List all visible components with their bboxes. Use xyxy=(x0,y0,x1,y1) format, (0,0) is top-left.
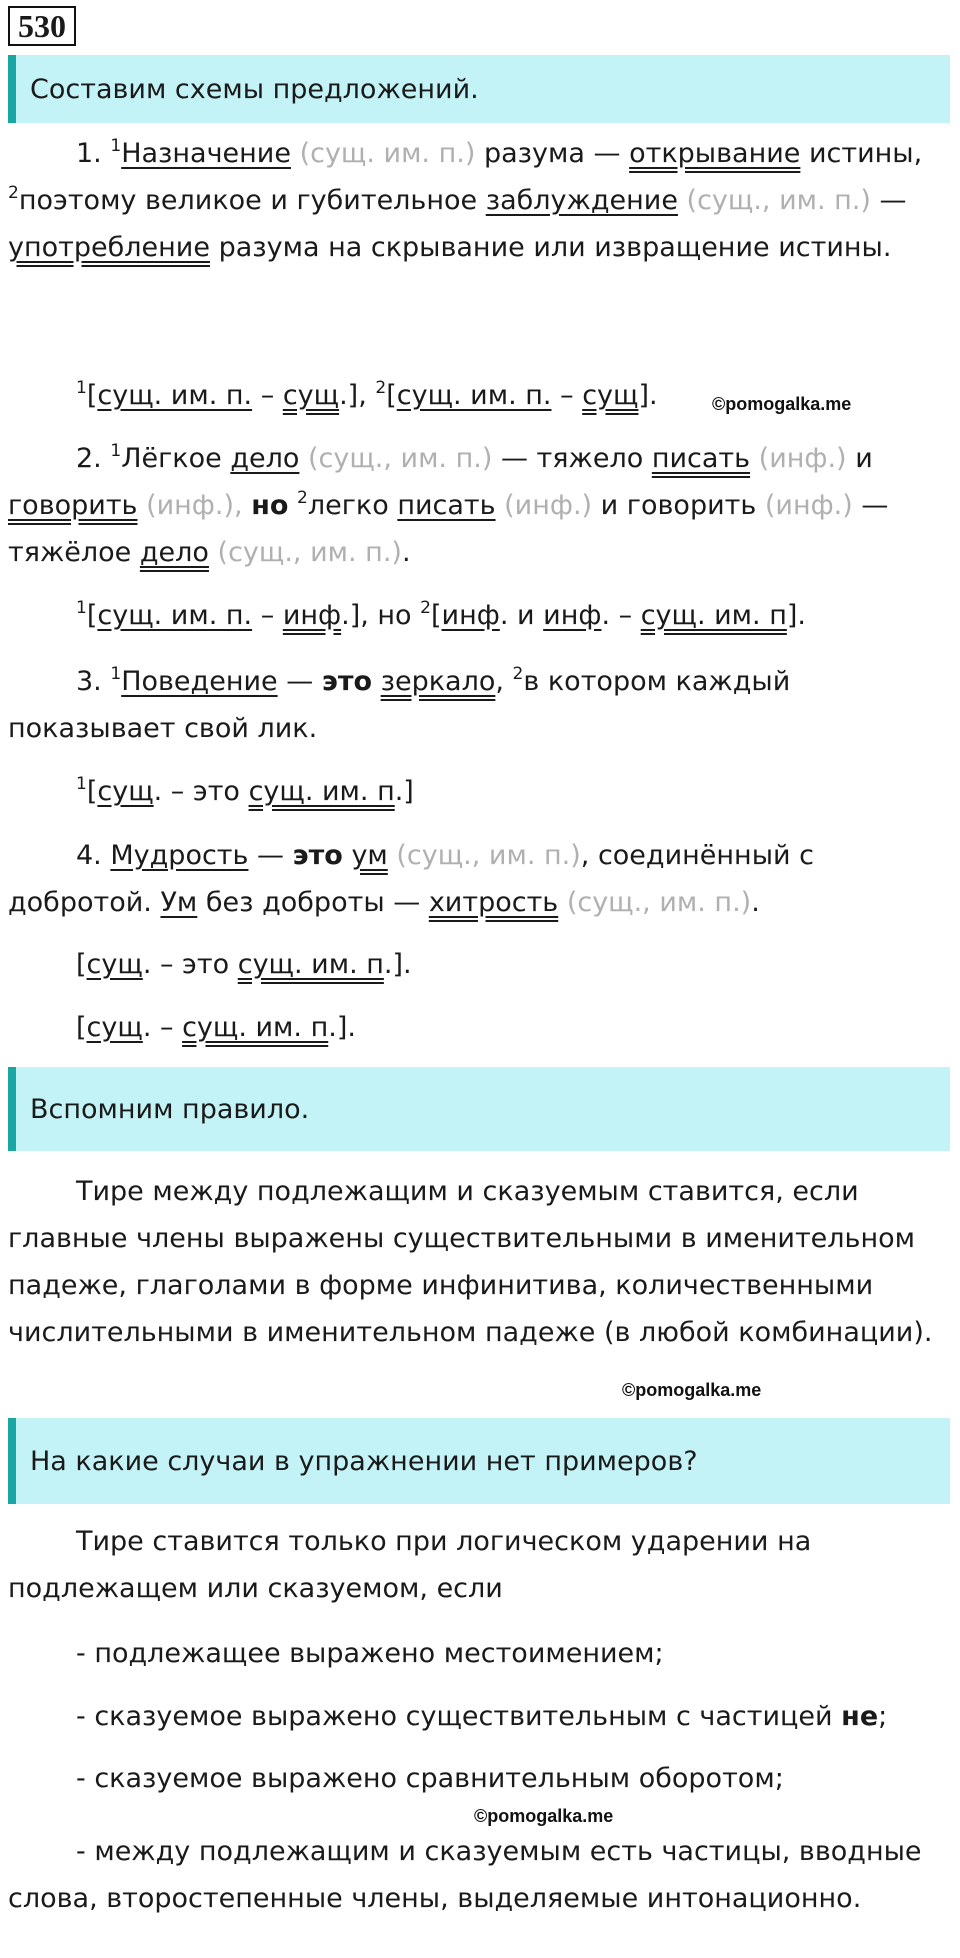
predicate-word: ум xyxy=(351,840,388,871)
grammar-hint: (сущ., им. п.) xyxy=(396,840,581,871)
watermark: ©pomogalka.me xyxy=(474,1806,614,1826)
predicate-word: открывание xyxy=(629,138,801,169)
section-heading-schemes xyxy=(8,55,950,123)
subject-word: Ум xyxy=(160,887,198,918)
predicate-word: хитрость xyxy=(428,887,559,918)
subject-word: Поведение xyxy=(121,666,278,697)
scheme-2: $^1$[сущ. им. п. – инф.], но $^2$[инф. и инф. – сущ. им. п]. xyxy=(76,598,806,631)
subject-word: Назначение xyxy=(121,138,291,169)
section-heading-text: Вспомним правило. xyxy=(30,1093,310,1125)
scheme-4a: [сущ. – это сущ. им. п.]. xyxy=(76,949,412,980)
watermark: ©pomogalka.me xyxy=(622,1380,762,1400)
answer-item-3: - сказуемое выражено сравнительным оборотом; xyxy=(76,1763,784,1794)
subject-word: дело xyxy=(230,443,300,474)
answer-item-4: - между подлежащим и сказуемым есть частицы, вводные слова, второстепенные члены, выделяемые интонационно. xyxy=(8,1836,922,1914)
rule-paragraph: Тире между подлежащим и сказуемым ставится, если главные члены выражены существительными в именительном падеже, глаголами в форме инфинитива, количественными числительными в именительном падеже (в любой комбинации). xyxy=(8,1176,933,1348)
predicate-word: писать xyxy=(651,443,751,474)
grammar-hint: (сущ., им. п.) xyxy=(217,537,402,568)
watermark: ©pomogalka.me xyxy=(712,394,852,414)
section-heading-text: Составим схемы предложений. xyxy=(30,73,479,105)
predicate-word: говорить xyxy=(8,490,138,521)
scheme-1: $^1$[сущ. им. п. – сущ.], $^2$[сущ. им. п. – сущ]. xyxy=(76,378,658,411)
subject-word: Мудрость xyxy=(110,840,249,871)
grammar-hint: (инф.) xyxy=(758,443,847,474)
predicate-word: употребление xyxy=(8,232,210,263)
grammar-hint: (инф.) xyxy=(764,490,853,521)
task-number: 530 xyxy=(8,6,76,46)
scheme-4b: [сущ. – сущ. им. п.]. xyxy=(76,1012,356,1043)
grammar-hint: (инф.), xyxy=(146,490,243,521)
grammar-hint: (сущ. им. п.) xyxy=(299,138,476,169)
subject-word: писать xyxy=(397,490,496,521)
grammar-hint: (сущ., им. п.) xyxy=(566,887,752,918)
section-heading-rule xyxy=(8,1067,950,1151)
sentence-2: 2. $^1$Лёгкое дело (сущ., им. п.) — тяжело писать (инф.) и говорить (инф.), но $^2$легко писать (инф.) и говорить (инф.) — тяжёлое дело (сущ., им. п.). xyxy=(8,441,889,568)
section-heading-question xyxy=(8,1418,950,1504)
subject-word: заблуждение xyxy=(485,185,678,216)
grammar-hint: (инф.) xyxy=(504,490,593,521)
sentence-3: 3. $^1$Поведение — это зеркало, $^2$в котором каждый показывает свой лик. xyxy=(8,664,791,744)
section-heading-text: На какие случаи в упражнении нет примеров? xyxy=(30,1445,698,1477)
sentence-4: 4. Мудрость — это ум (сущ., им. п.), соединённый с добротой. Ум без доброты — хитрость (сущ., им. п.). xyxy=(8,840,814,918)
sentence-1: 1. $^1$Назначение (сущ. им. п.) разума — открывание истины, $^2$поэтому великое и губительное заблуждение (сущ., им. п.) — употребление разума на скрывание или извращение истины. xyxy=(8,136,923,263)
predicate-word: зеркало xyxy=(380,666,496,697)
answer-item-2: - сказуемое выражено существительным с частицей не; xyxy=(76,1701,888,1732)
grammar-hint: (сущ., им. п.) xyxy=(307,443,493,474)
scheme-3: $^1$[сущ. – это сущ. им. п.] xyxy=(76,774,414,807)
grammar-hint: (сущ., им. п.) xyxy=(686,185,871,216)
answer-item-1: - подлежащее выражено местоимением; xyxy=(76,1638,664,1669)
predicate-word: дело xyxy=(139,537,209,568)
answer-intro: Тире ставится только при логическом ударении на подлежащем или сказуемом, если xyxy=(8,1526,812,1604)
